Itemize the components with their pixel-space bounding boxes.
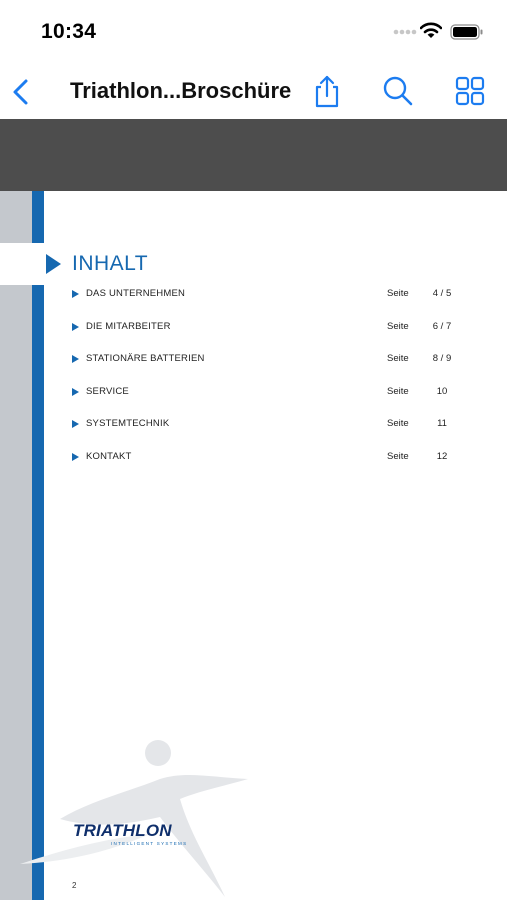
status-time: 10:34	[41, 20, 97, 43]
toc-seite: Seite	[387, 321, 409, 332]
bullet-arrow-icon	[72, 290, 79, 298]
search-icon[interactable]	[381, 74, 415, 108]
toc-page: 10	[436, 386, 448, 397]
toc-item	[72, 288, 472, 302]
bullet-arrow-icon	[72, 388, 79, 396]
bullet-arrow-icon	[72, 323, 79, 331]
cellular-signal-icon	[393, 29, 417, 35]
toc-page: 4 / 5	[432, 288, 452, 299]
contents-heading: INHALT	[72, 252, 149, 275]
wifi-icon	[420, 22, 442, 39]
toc-page: 11	[437, 418, 447, 429]
logo-wordmark: TRIATHLON	[73, 821, 172, 840]
thumbnail-grid-icon[interactable]	[453, 74, 487, 108]
triathlon-logo	[73, 821, 188, 846]
toc-page: 6 / 7	[432, 321, 452, 332]
athlete-watermark-icon	[20, 739, 260, 900]
toc-item	[72, 418, 472, 432]
page-number: 2	[72, 881, 77, 890]
logo-tagline: INTELLIGENT SYSTEMS	[111, 841, 188, 846]
battery-icon	[450, 24, 484, 40]
bullet-arrow-icon	[72, 453, 79, 461]
toc-label: SYSTEMTECHNIK	[86, 418, 170, 429]
toc-label: SERVICE	[86, 386, 129, 397]
toc-item	[72, 386, 472, 400]
toc-item	[72, 451, 472, 465]
back-chevron-icon[interactable]	[10, 76, 36, 108]
toc-page: 12	[436, 451, 448, 462]
toc-seite: Seite	[387, 418, 409, 429]
toc-seite: Seite	[387, 386, 409, 397]
toc-label: DIE MITARBEITER	[86, 321, 171, 332]
pdf-page[interactable]	[0, 191, 507, 900]
toc-item	[72, 321, 472, 335]
navigation-bar	[0, 66, 507, 119]
status-bar	[0, 0, 507, 66]
toc-label: KONTAKT	[86, 451, 132, 462]
toc-page: 8 / 9	[432, 353, 452, 364]
toc-label: STATIONÄRE BATTERIEN	[86, 353, 205, 364]
toc-item	[72, 353, 472, 367]
document-title: Triathlon...Broschüre	[70, 78, 292, 103]
bullet-arrow-icon	[72, 420, 79, 428]
toc-seite: Seite	[387, 353, 409, 364]
page-gap-band	[0, 119, 507, 191]
toc-seite: Seite	[387, 288, 409, 299]
toc-label: DAS UNTERNEHMEN	[86, 288, 186, 299]
share-icon[interactable]	[310, 74, 344, 108]
heading-arrow-icon	[46, 254, 61, 274]
bullet-arrow-icon	[72, 355, 79, 363]
toc-seite: Seite	[387, 451, 409, 462]
